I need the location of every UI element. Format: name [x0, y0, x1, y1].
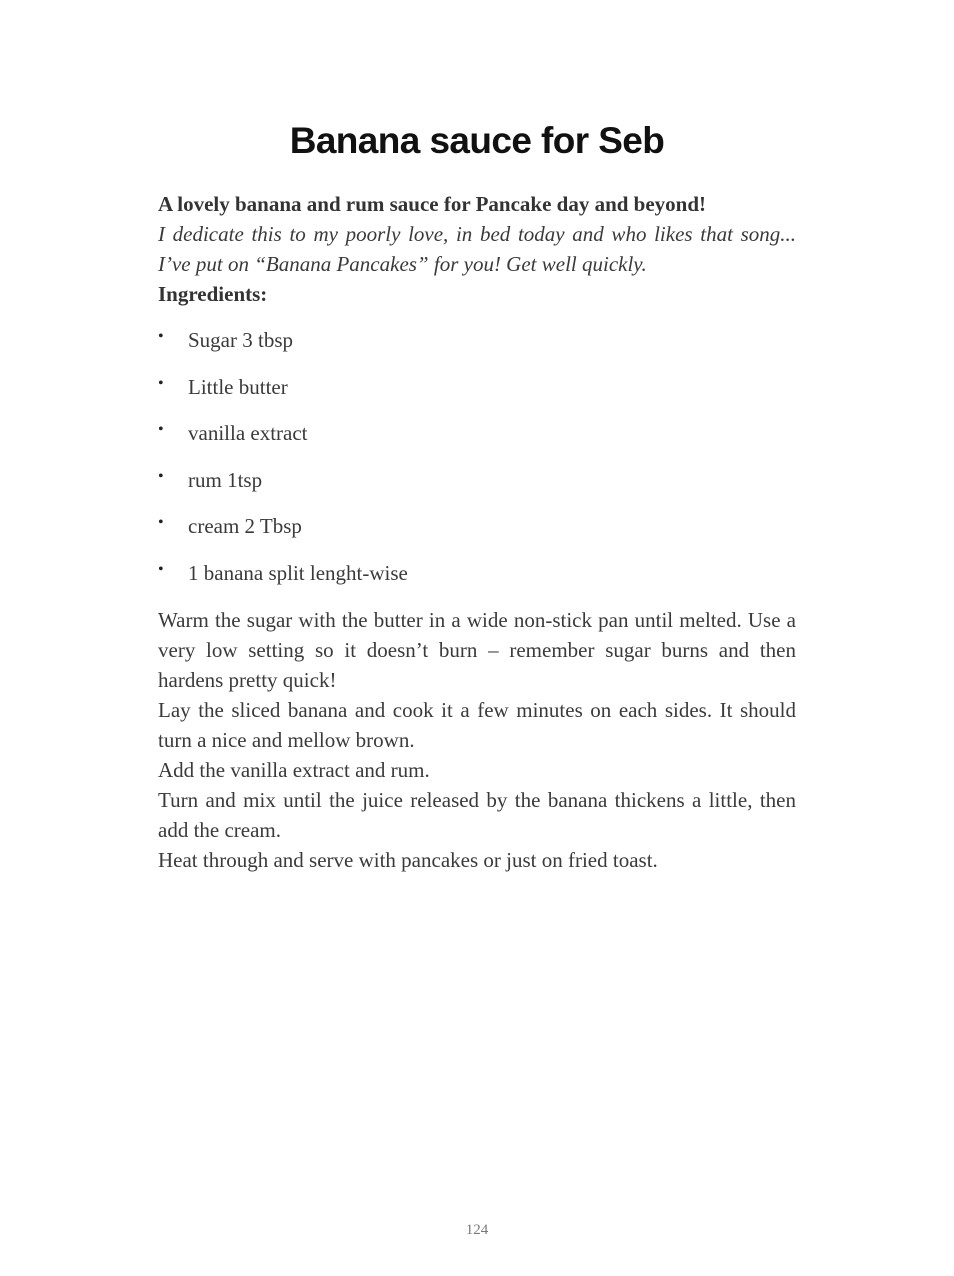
- bullet-icon: •: [158, 467, 164, 485]
- page-number: 124: [465, 1222, 489, 1238]
- recipe-dedication: I dedicate this to my poorly love, in bed today and who likes that song... I’ve put on “Banana Pancakes” for you! Get well quickly.: [158, 222, 796, 276]
- method-step: Heat through and serve with pancakes or just on fried toast.: [158, 847, 658, 872]
- bullet-icon: •: [158, 560, 164, 578]
- method-steps: [158, 605, 796, 875]
- list-item: [158, 511, 796, 558]
- bullet-icon: •: [158, 514, 164, 532]
- ingredients-heading: Ingredients:: [158, 282, 268, 306]
- method-step: Add the vanilla extract and rum.: [158, 757, 430, 782]
- ingredient-text: Sugar 3 tbsp: [188, 328, 293, 352]
- bullet-icon: •: [158, 421, 164, 439]
- ingredient-text: rum 1tsp: [188, 467, 263, 492]
- page-title: Banana sauce for Seb: [289, 120, 665, 161]
- bullet-icon: •: [158, 328, 164, 345]
- recipe-subtitle: A lovely banana and rum sauce for Pancake day and beyond!: [158, 192, 707, 216]
- list-item: [158, 325, 796, 372]
- recipe-body: [158, 189, 796, 875]
- ingredient-text: cream 2 Tbsp: [188, 514, 302, 539]
- ingredient-text: 1 banana split lenght-wise: [188, 560, 408, 585]
- list-item: [158, 418, 796, 465]
- ingredient-text: vanilla extract: [188, 421, 308, 446]
- list-item: [158, 465, 796, 512]
- method-step: Turn and mix until the juice released by the banana thickens a little, then add the cream.: [158, 787, 796, 842]
- method-step: Lay the sliced banana and cook it a few minutes on each sides. It should turn a nice and mellow brown.: [158, 697, 796, 752]
- bullet-icon: •: [158, 374, 164, 392]
- ingredient-text: Little butter: [188, 374, 288, 399]
- ingredients-list: [158, 325, 796, 605]
- list-item: [158, 558, 796, 605]
- method-step: Warm the sugar with the butter in a wide non-stick pan until melted. Use a very low setting so it doesn’t burn – remember sugar burns and then hardens pretty quick!: [158, 607, 796, 692]
- list-item: [158, 372, 796, 419]
